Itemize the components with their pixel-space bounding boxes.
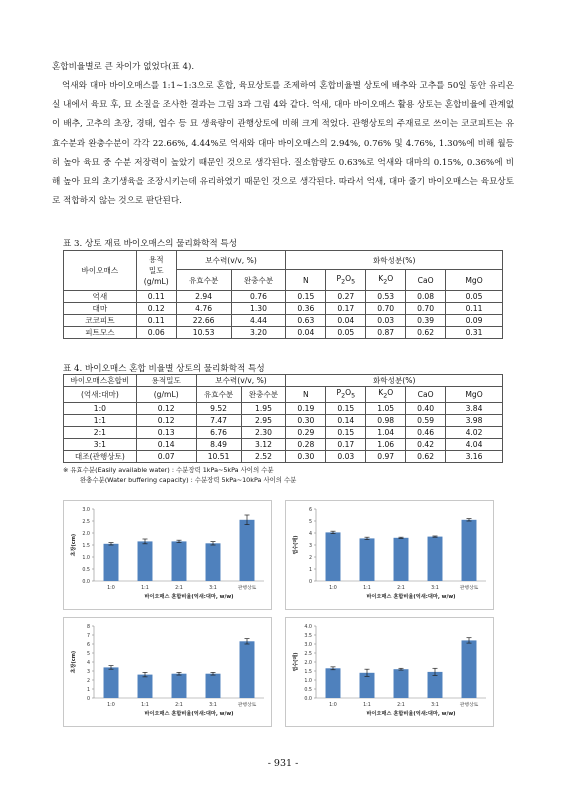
y-tick-label: 0.0: [82, 580, 90, 585]
table3-header-available-water: 유효수분: [176, 270, 231, 291]
table4-cell-k: 1.04: [366, 426, 406, 438]
y-tick-label: 0.5: [82, 568, 90, 573]
table3-row: [64, 327, 503, 339]
table3-header-p2o5: $P_2O_5$: [326, 270, 366, 291]
x-tick-label: 3:1: [431, 586, 439, 591]
table4-cell-density: 0.14: [136, 438, 196, 450]
chart-3-svg: [64, 618, 271, 726]
x-tick-label: 1:0: [329, 586, 337, 591]
table3-cell-n: 0.04: [286, 327, 326, 339]
table3-cell-buffer: 4.44: [231, 315, 286, 327]
bar: [360, 538, 375, 581]
table3-cell-k: 0.70: [366, 303, 406, 315]
table4-cell-n: 0.29: [286, 426, 326, 438]
table3-cell-n: 0.36: [286, 303, 326, 315]
bar: [326, 532, 341, 581]
chart-4: [285, 617, 494, 727]
bar: [462, 640, 477, 698]
bar: [206, 674, 221, 698]
chart-1: [63, 500, 272, 610]
table4-row: [64, 438, 503, 450]
table4-row: [64, 414, 503, 426]
table3-row: [64, 303, 503, 315]
x-tick-label: 1:0: [107, 586, 115, 591]
y-axis-label: 엽수(매): [293, 652, 299, 672]
table4-cell-name: 대조(관행상토): [64, 450, 137, 462]
table4-cell-p: 0.15: [326, 426, 366, 438]
y-tick-label: 4: [308, 532, 312, 537]
table4-header-n: N: [286, 387, 326, 403]
table3-cell-k: 0.03: [366, 315, 406, 327]
y-tick-label: 4: [86, 661, 90, 666]
table4-row: [64, 426, 503, 438]
y-tick-label: 2: [86, 679, 90, 684]
x-tick-label: 2:1: [175, 703, 183, 708]
table4-cell-mgo: 4.04: [446, 438, 503, 450]
x-tick-label: 3:1: [209, 703, 217, 708]
table4-cell-buffer: 2.30: [241, 426, 286, 438]
table4-cell-buffer: 1.95: [241, 402, 286, 414]
table4-header-k2o: $K_2O$: [366, 387, 406, 403]
table3-cell-p: 0.05: [326, 327, 366, 339]
table4-header-ratio-unit: (억새:대마): [64, 387, 137, 403]
table4-caption: 표 4. 바이오매스 혼합 비율별 상토의 물리화학적 특성: [63, 364, 265, 374]
bar: [462, 520, 477, 581]
table3-cell-density: 0.12: [136, 303, 176, 315]
table4-header-cao: CaO: [406, 387, 446, 403]
x-tick-label: 1:1: [141, 586, 149, 591]
y-tick-label: 0: [308, 580, 312, 585]
y-tick-label: 2.5: [304, 652, 312, 657]
table4-header-density-unit: (g/mL): [136, 387, 196, 403]
x-tick-label: 1:1: [363, 703, 371, 708]
table3-header-retention: 보수력(v/v, %): [176, 251, 286, 270]
table3-cell-name: 피트모스: [64, 327, 137, 339]
table4-header-mgo: MgO: [446, 387, 503, 403]
table3-cell-avail: 2.94: [176, 291, 231, 303]
table3-body: [64, 291, 503, 339]
table4-note-available-water: ※ 유효수분(Easily available water) : 수분장력 1kPa~5kPa 사이의 수분: [63, 466, 274, 474]
table3-header-biomass: 바이오매스: [64, 251, 137, 291]
y-axis-label: 초장(cm): [71, 650, 77, 674]
table4-cell-avail: 7.47: [196, 414, 241, 426]
y-tick-label: 3: [86, 670, 90, 675]
table4-cell-k: 0.98: [366, 414, 406, 426]
table3-cell-k: 0.53: [366, 291, 406, 303]
bar: [138, 541, 153, 581]
table3-cell-n: 0.63: [286, 315, 326, 327]
table3-cell-cao: 0.39: [406, 315, 446, 327]
table3-row: [64, 315, 503, 327]
y-tick-label: 2.0: [82, 532, 90, 537]
x-axis-label: 바이오매스 혼합비율(억새:대마, w/w): [366, 594, 456, 600]
chart-1-svg: [64, 501, 271, 609]
table4-cell-mgo: 4.02: [446, 426, 503, 438]
bar: [394, 538, 409, 581]
table4-cell-name: 3:1: [64, 438, 137, 450]
y-tick-label: 1.5: [82, 544, 90, 549]
chart-4-svg: [286, 618, 493, 726]
table4-cell-cao: 0.59: [406, 414, 446, 426]
y-tick-label: 3.0: [82, 508, 90, 513]
y-tick-label: 4.0: [304, 625, 312, 630]
bar: [138, 675, 153, 698]
table3-header-n: N: [286, 270, 326, 291]
table4-cell-name: 1:0: [64, 402, 137, 414]
bar: [206, 543, 221, 581]
bar: [240, 520, 255, 581]
x-tick-label: 3:1: [431, 703, 439, 708]
chart-2-svg: [286, 501, 493, 609]
table4-note-buffer-water: 완충수분(Water buffering capacity) : 수분장력 5kPa~10kPa 사이의 수분: [80, 476, 297, 484]
table4-cell-name: 1:1: [64, 414, 137, 426]
table3-cell-p: 0.27: [326, 291, 366, 303]
table4-cell-avail: 9.52: [196, 402, 241, 414]
table3-cell-n: 0.15: [286, 291, 326, 303]
bar: [172, 541, 187, 581]
x-tick-label: 1:0: [329, 703, 337, 708]
y-tick-label: 1: [308, 568, 312, 573]
table4-cell-cao: 0.46: [406, 426, 446, 438]
table4-cell-n: 0.30: [286, 414, 326, 426]
y-axis-label: 초장(cm): [71, 533, 77, 557]
table3-cell-buffer: 3.20: [231, 327, 286, 339]
table4-cell-density: 0.07: [136, 450, 196, 462]
bar: [104, 544, 119, 581]
bar: [172, 674, 187, 698]
y-tick-label: 3.5: [304, 634, 312, 639]
y-tick-label: 5: [308, 520, 312, 525]
y-tick-label: 2.5: [82, 520, 90, 525]
table4-header-density: 용적밀도: [136, 375, 196, 387]
table3-cell-buffer: 1.30: [231, 303, 286, 315]
y-tick-label: 1: [86, 688, 90, 693]
table3-cell-name: 억새: [64, 291, 137, 303]
table4-row: [64, 402, 503, 414]
table4-cell-p: 0.03: [326, 450, 366, 462]
table4-cell-buffer: 2.95: [241, 414, 286, 426]
table4-cell-k: 1.06: [366, 438, 406, 450]
table4-header-p2o5: $P_2O_5$: [326, 387, 366, 403]
table4-cell-mgo: 3.84: [446, 402, 503, 414]
bar: [428, 537, 443, 581]
table3-cell-density: 0.06: [136, 327, 176, 339]
table4-header-ratio: 바이오매스혼합비: [64, 375, 137, 387]
y-tick-label: 7: [86, 634, 90, 639]
y-tick-label: 1.5: [304, 670, 312, 675]
bar: [240, 641, 255, 698]
x-axis-label: 바이오매스 혼합비율(억새:대마, w/w): [366, 711, 456, 717]
table3-cell-cao: 0.08: [406, 291, 446, 303]
table4-cell-p: 0.14: [326, 414, 366, 426]
table4-header-available-water: 유효수분: [196, 387, 241, 403]
table3-cell-mgo: 0.09: [446, 315, 503, 327]
chart-3: [63, 617, 272, 727]
y-tick-label: 6: [86, 643, 90, 648]
bar: [394, 669, 409, 698]
table4: [63, 374, 503, 463]
y-tick-label: 1.0: [304, 679, 312, 684]
table3-cell-p: 0.04: [326, 315, 366, 327]
paragraph-continuation: 혼합비율별로 큰 차이가 없었다(표 4).: [52, 62, 195, 72]
table3-header-mgo: MgO: [446, 270, 503, 291]
table4-row: [64, 450, 503, 462]
y-tick-label: 0: [86, 697, 90, 702]
table4-cell-cao: 0.42: [406, 438, 446, 450]
table3-cell-k: 0.87: [366, 327, 406, 339]
table4-cell-p: 0.17: [326, 438, 366, 450]
x-tick-label: 관행상토: [459, 703, 479, 708]
x-tick-label: 관행상토: [459, 586, 479, 591]
table3-cell-name: 코코피트: [64, 315, 137, 327]
x-tick-label: 1:1: [363, 586, 371, 591]
x-tick-label: 3:1: [209, 586, 217, 591]
x-tick-label: 1:1: [141, 703, 149, 708]
table3-header-buffer-water: 완충수분: [231, 270, 286, 291]
x-axis-label: 바이오매스 혼합비율(억새:대마, w/w): [144, 711, 234, 717]
y-tick-label: 0.0: [304, 697, 312, 702]
paragraph-results: 억새와 대마 바이오매스를 1:1∼1:3으로 혼합, 육묘상토를 조제하여 혼합비율별 상토에 배추와 고추를 50일 동안 유리온실 내에서 육묘 후, 묘 소질을 조사한 결과는 그림 3과 그림 4와 같다. 억새, 대마 바이오매스 활용 상토는 혼합비율에 관계없이 배추, 고추의 초장, 경태, 엽수 등 묘 생육량이 관행상토에 비해 크게 적었다. 관행상토의 주재료로 쓰이는 코코피트는 유효수분과 완충수분이 각각 22.66%, 4.44%로 억새와 대마 바이오매스의 2.94%, 0.76% 및 4.76%, 1.30%에 비해 월등히 높아 육묘 중 수분 저장력이 높았기 때문인 것으로 생각된다. 질소함량도 0.63%로 억새와 대마의 0.15%, 0.36%에 비해 높아 묘의 초기생육을 조장시키는데 유리하였기 때문인 것으로 생각된다. 따라서 억새, 대마 줄기 바이오매스는 육묘상토로 적합하지 않는 것으로 판단된다.: [52, 81, 514, 207]
table4-cell-k: 1.05: [366, 402, 406, 414]
x-tick-label: 2:1: [397, 703, 405, 708]
table3-cell-name: 대마: [64, 303, 137, 315]
table3-header-k2o: $K_2O$: [366, 270, 406, 291]
y-tick-label: 0.5: [304, 688, 312, 693]
table3-cell-mgo: 0.11: [446, 303, 503, 315]
page-number: - 931 -: [267, 758, 299, 769]
table3-header-cao: CaO: [406, 270, 446, 291]
table3-cell-density: 0.11: [136, 315, 176, 327]
table3-cell-cao: 0.70: [406, 303, 446, 315]
table4-cell-avail: 6.76: [196, 426, 241, 438]
table4-cell-mgo: 3.98: [446, 414, 503, 426]
table4-cell-n: 0.28: [286, 438, 326, 450]
y-tick-label: 5: [86, 652, 90, 657]
table3-cell-avail: 22.66: [176, 315, 231, 327]
y-axis-label: 엽수(매): [293, 535, 299, 555]
table4-cell-buffer: 2.52: [241, 450, 286, 462]
table3-header-chemical: 화학성분(%): [286, 251, 503, 270]
table3-caption: 표 3. 상토 재료 바이오매스의 물리화학적 특성: [63, 239, 238, 249]
table3-cell-avail: 4.76: [176, 303, 231, 315]
bar: [104, 667, 119, 698]
table4-cell-density: 0.12: [136, 414, 196, 426]
y-tick-label: 1.0: [82, 556, 90, 561]
table3-cell-cao: 0.62: [406, 327, 446, 339]
table4-cell-n: 0.19: [286, 402, 326, 414]
table3-cell-avail: 10.53: [176, 327, 231, 339]
table4-body: [64, 402, 503, 462]
table4-cell-avail: 10.51: [196, 450, 241, 462]
table4-cell-cao: 0.62: [406, 450, 446, 462]
table3: [63, 250, 503, 339]
table4-header-chemical: 화학성분(%): [286, 375, 503, 387]
table4-cell-buffer: 3.12: [241, 438, 286, 450]
table4-cell-mgo: 3.16: [446, 450, 503, 462]
table4-cell-density: 0.12: [136, 402, 196, 414]
chart-2: [285, 500, 494, 610]
table4-cell-density: 0.13: [136, 426, 196, 438]
x-tick-label: 관행상토: [237, 586, 257, 591]
y-tick-label: 2.0: [304, 661, 312, 666]
table4-header-retention: 보수력(v/v, %): [196, 375, 286, 387]
table4-header-buffer-water: 완충수분: [241, 387, 286, 403]
table3-row: [64, 291, 503, 303]
table3-cell-mgo: 0.05: [446, 291, 503, 303]
table4-cell-name: 2:1: [64, 426, 137, 438]
y-tick-label: 2: [308, 556, 312, 561]
y-tick-label: 3.0: [304, 643, 312, 648]
table3-cell-mgo: 0.31: [446, 327, 503, 339]
x-tick-label: 관행상토: [237, 703, 257, 708]
x-tick-label: 1:0: [107, 703, 115, 708]
table3-cell-p: 0.17: [326, 303, 366, 315]
table3-cell-buffer: 0.76: [231, 291, 286, 303]
table4-cell-k: 0.97: [366, 450, 406, 462]
bar: [326, 668, 341, 698]
table4-cell-p: 0.15: [326, 402, 366, 414]
table4-cell-cao: 0.40: [406, 402, 446, 414]
x-tick-label: 2:1: [397, 586, 405, 591]
x-axis-label: 바이오매스 혼합비율(억새:대마, w/w): [144, 594, 234, 600]
table3-header-density: 용적 밀도 (g/mL): [136, 251, 176, 291]
table4-cell-n: 0.30: [286, 450, 326, 462]
y-tick-label: 3: [308, 544, 312, 549]
y-tick-label: 8: [86, 625, 90, 630]
x-tick-label: 2:1: [175, 586, 183, 591]
y-tick-label: 6: [308, 508, 312, 513]
table3-cell-density: 0.11: [136, 291, 176, 303]
table4-cell-avail: 8.49: [196, 438, 241, 450]
